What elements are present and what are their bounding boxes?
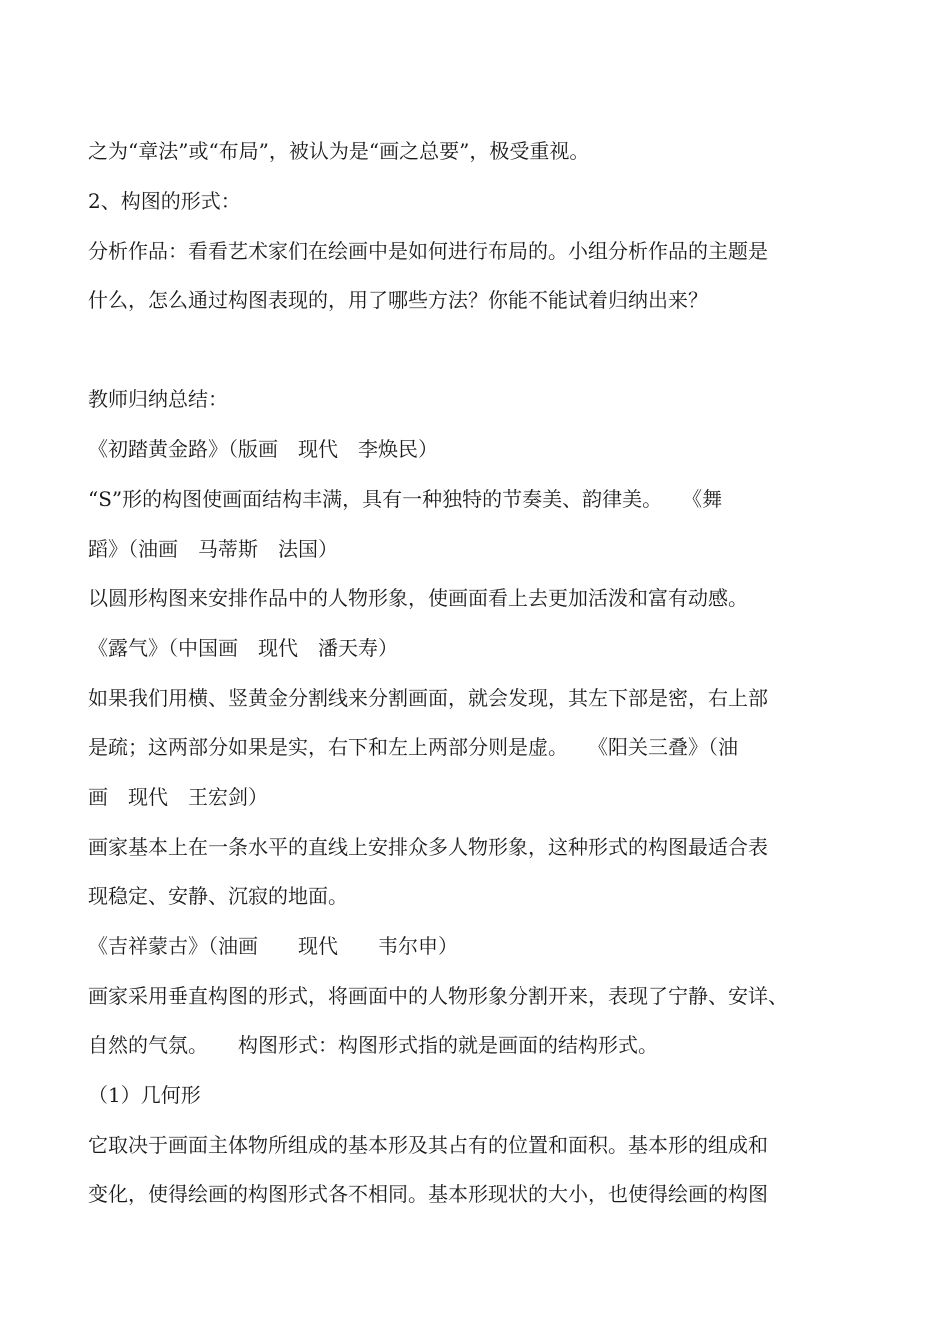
text-line-11: 如果我们用横、竖黄金分割线来分割画面，就会发现，其左下部是密，右上部 xyxy=(88,686,768,710)
text-line-19: （1）几何形 xyxy=(88,1083,201,1107)
text-line-6: 《初踏黄金路》（版画 现代 李焕民） xyxy=(88,437,438,461)
text-line-7: “S”形的构图使画面结构丰满，具有一种独特的节奏美、韵律美。 《舞 xyxy=(88,487,723,511)
text-line-13: 画 现代 王宏剑） xyxy=(88,785,268,809)
text-line-2: 2、构图的形式： xyxy=(88,189,241,213)
text-line-21: 变化，使得绘画的构图形式各不相同。基本形现状的大小，也使得绘画的构图 xyxy=(88,1182,768,1206)
text-line-10: 《露气》（中国画 现代 潘天寿） xyxy=(88,636,398,660)
text-line-15: 现稳定、安静、沉寂的地面。 xyxy=(88,884,348,908)
text-line-12: 是疏；这两部分如果是实，右下和左上两部分则是虚。 《阳关三叠》（油 xyxy=(88,735,738,759)
text-line-14: 画家基本上在一条水平的直线上安排众多人物形象，这种形式的构图最适合表 xyxy=(88,835,768,859)
text-line-5: 教师归纳总结： xyxy=(88,387,228,411)
text-line-3: 分析作品：看看艺术家们在绘画中是如何进行布局的。小组分析作品的主题是 xyxy=(88,239,768,263)
text-line-20: 它取决于画面主体物所组成的基本形及其占有的位置和面积。基本形的组成和 xyxy=(88,1133,768,1157)
text-line-8: 蹈》（油画 马蒂斯 法国） xyxy=(88,537,338,561)
text-line-9: 以圆形构图来安排作品中的人物形象，使画面看上去更加活泼和富有动感。 xyxy=(88,586,748,610)
text-line-4: 什么，怎么通过构图表现的，用了哪些方法？你能不能试着归纳出来？ xyxy=(88,288,708,312)
text-line-1: 之为“章法”或“布局”，被认为是“画之总要”，极受重视。 xyxy=(88,139,590,163)
text-line-18: 自然的气氛。 构图形式：构图形式指的就是画面的结构形式。 xyxy=(88,1033,658,1057)
text-line-17: 画家采用垂直构图的形式，将画面中的人物形象分割开来，表现了宁静、安详、 xyxy=(88,984,788,1008)
text-line-16: 《吉祥蒙古》（油画 现代 韦尔申） xyxy=(88,934,458,958)
